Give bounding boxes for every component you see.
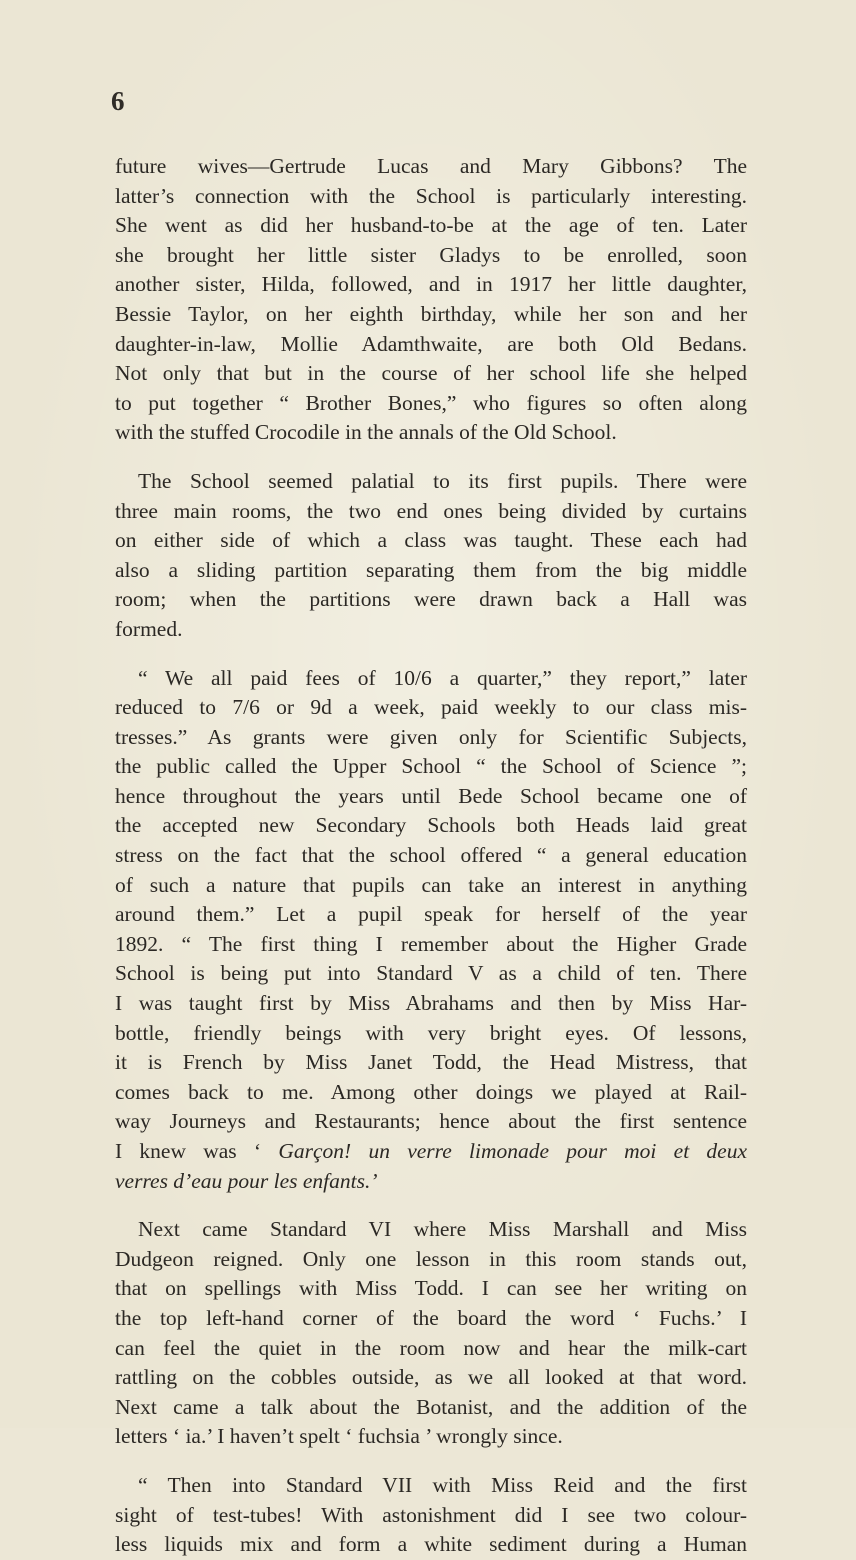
paragraph-3 bbox=[115, 664, 747, 1197]
text-line: future wives—Gertrude Lucas and Mary Gibbons? The bbox=[115, 154, 747, 178]
text-line: I was taught first by Miss Abrahams and then by Miss Har- bbox=[115, 991, 747, 1016]
text-line: of such a nature that pupils can take an interest in anything bbox=[115, 872, 747, 897]
text-line: with the stuffed Crocodile in the annals of the Old School. bbox=[115, 420, 617, 445]
text-line: way Journeys and Restaurants; hence about the first sentence bbox=[115, 1109, 747, 1134]
paragraph-5 bbox=[115, 1471, 747, 1560]
text-line: bottle, friendly beings with very bright eyes. Of lessons, bbox=[115, 1020, 747, 1045]
text-line: on either side of which a class was taught. These each had bbox=[115, 528, 747, 553]
text-line: also a sliding partition separating them from the big middle bbox=[115, 557, 747, 582]
text-line: 1892. “ The first thing I remember about the Higher Grade bbox=[115, 931, 747, 956]
text-line: Not only that but in the course of her school life she helped bbox=[115, 361, 747, 386]
text-line: she brought her little sister Gladys to be enrolled, soon bbox=[115, 242, 747, 267]
text-line: letters ‘ ia.’ I haven’t spelt ‘ fuchsia ’ wrongly since. bbox=[115, 1424, 563, 1449]
text-line: Next came Standard VI where Miss Marshall and Miss bbox=[138, 1217, 747, 1242]
paragraph-4 bbox=[115, 1215, 747, 1452]
text-line: the accepted new Secondary Schools both Heads laid great bbox=[115, 813, 747, 838]
text-line: comes back to me. Among other doings we played at Rail- bbox=[115, 1079, 747, 1104]
text-line: can feel the quiet in the room now and hear the milk-cart bbox=[115, 1335, 747, 1360]
text-line: to put together “ Brother Bones,” who figures so often along bbox=[115, 390, 747, 415]
text-line: room; when the partitions were drawn back a Hall was bbox=[115, 587, 747, 612]
text-line: School is being put into Standard V as a child of ten. There bbox=[115, 961, 747, 986]
text-line-italic bbox=[115, 1167, 747, 1197]
text-line: stress on the fact that the school offered “ a general education bbox=[115, 843, 747, 868]
text-line: three main rooms, the two end ones being divided by curtains bbox=[115, 498, 747, 523]
text-line: formed. bbox=[115, 616, 183, 641]
paragraph-2 bbox=[115, 467, 747, 645]
text-line: Next came a talk about the Botanist, and the addition of the bbox=[115, 1394, 747, 1419]
text-line: sight of test-tubes! With astonishment did I see two colour- bbox=[115, 1502, 747, 1527]
text-line: latter’s connection with the School is particularly interesting. bbox=[115, 183, 747, 208]
french-italic-text: verres d’eau pour les enfants.’ bbox=[115, 1168, 378, 1193]
text-line: less liquids mix and form a white sediment during a Human bbox=[115, 1532, 747, 1557]
page-number: 6 bbox=[111, 86, 125, 116]
text-line: daughter-in-law, Mollie Adamthwaite, are both Old Bedans. bbox=[115, 331, 747, 356]
text-line: “ We all paid fees of 10/6 a quarter,” they report,” later bbox=[138, 665, 747, 690]
text-line: She went as did her husband-to-be at the age of ten. Later bbox=[115, 213, 747, 238]
body-text bbox=[115, 152, 747, 1560]
text-line: The School seemed palatial to its first pupils. There were bbox=[138, 468, 747, 493]
text-line: hence throughout the years until Bede School became one of bbox=[115, 783, 747, 808]
text-line: that on spellings with Miss Todd. I can see her writing on bbox=[115, 1276, 747, 1301]
text-line-mixed bbox=[115, 1137, 747, 1167]
text-line: around them.” Let a pupil speak for herself of the year bbox=[115, 902, 747, 927]
french-italic-text: Garçon! un verre limonade pour moi et deux bbox=[278, 1139, 747, 1163]
text-line: the public called the Upper School “ the School of Science ”; bbox=[115, 754, 747, 779]
text-line: it is French by Miss Janet Todd, the Head Mistress, that bbox=[115, 1050, 747, 1075]
text-line: tresses.” As grants were given only for Scientific Subjects, bbox=[115, 724, 747, 749]
text-line: Dudgeon reigned. Only one lesson in this room stands out, bbox=[115, 1246, 747, 1271]
text-line: another sister, Hilda, followed, and in 1917 her little daughter, bbox=[115, 272, 747, 297]
text-segment: I knew was ‘ bbox=[115, 1139, 279, 1163]
text-line: the top left-hand corner of the board the word ‘ Fuchs.’ I bbox=[115, 1305, 747, 1330]
text-line: “ Then into Standard VII with Miss Reid and the first bbox=[138, 1472, 747, 1497]
text-line: Bessie Taylor, on her eighth birthday, while her son and her bbox=[115, 301, 747, 326]
text-line: rattling on the cobbles outside, as we all looked at that word. bbox=[115, 1365, 747, 1390]
text-line: reduced to 7/6 or 9d a week, paid weekly to our class mis- bbox=[115, 695, 747, 720]
paragraph-1 bbox=[115, 152, 747, 448]
